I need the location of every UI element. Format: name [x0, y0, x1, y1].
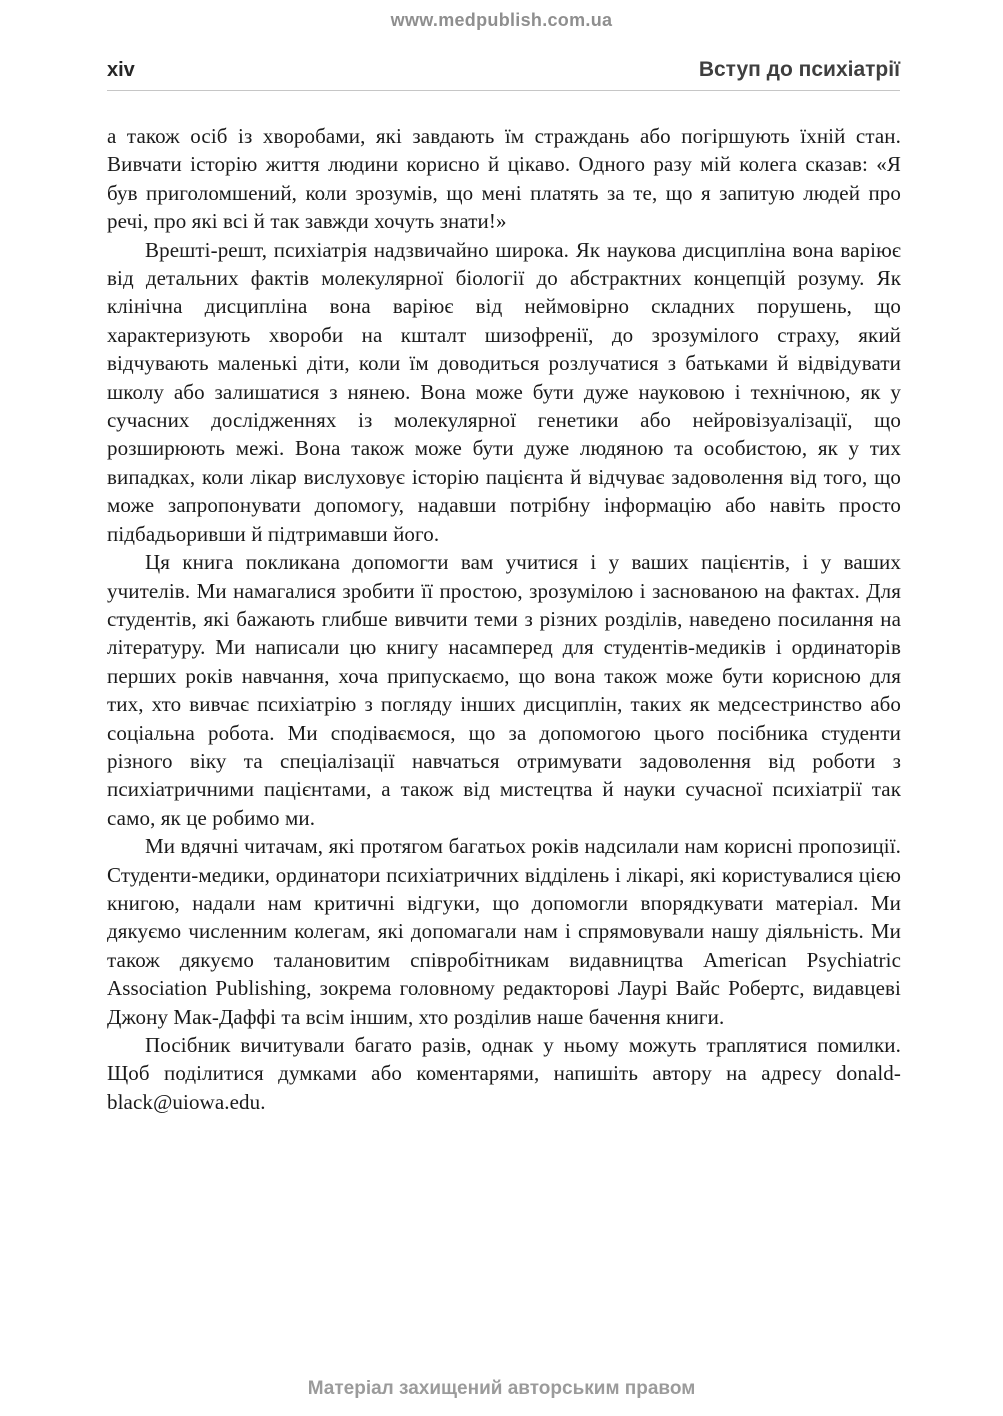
page-header — [107, 58, 900, 82]
paragraph-3: Ця книга покликана допомогти вам учитися і у ваших пацієнтів, і у ваших учителів. Ми намагалися зробити її простою, зрозумілою і заснованою на фактах. Для студентів, які бажають глибше вивчити теми з різних розділів, наведено посилання на літературу. Ми написали цю книгу насамперед для студентів-медиків і ординаторів перших років навчання, хоча припускаємо, що вона також може бути корисною для тих, хто вивчає психіатрію з погляду інших дисциплін, таких як медсестринство або соціальна робота. Ми сподіваємося, що за допомогою цього посібника студенти різного віку та спеціалізації навчаться отримувати задоволення від роботи з психіатричними пацієнтами, а також від мистецтва й науки сучасної психіатрії так само, як це робимо ми. — [107, 550, 901, 830]
paragraph-4: Ми вдячні читачам, які протягом багатьох років надсилали нам корисні пропозиції. Студенти-медики, ординатори психіатричних відділень і лікарі, які користувалися цією книгою, надали нам критичні відгуки, що допомогли впорядкувати матеріал. Ми дякуємо численним колегам, які допомагали нам і спрямовували нашу діяльність. Ми також дякуємо талановитим співробітникам видавництва American Psychiatric Association Publishing, зокрема головному редакторові Лаурі Вайс Робертс, видавцеві Джону Мак-Даффі та всім іншим, хто розділив наше бачення книги. — [107, 834, 901, 1029]
header-rule — [107, 90, 900, 91]
website-url: www.medpublish.com.ua — [390, 10, 613, 30]
page-number: xiv — [107, 59, 135, 81]
page-body — [107, 122, 901, 1116]
paragraph-2: Врешті-решт, психіатрія надзвичайно широка. Як наукова дисципліна вона варіює від детальних фактів молекулярної біології до абстрактних концепцій розуму. Як клінічна дисципліна вона варіює від неймовірно складних порушень, що характеризують хвороби на кшталт шизофренії, до зрозумілого страху, який відчувають маленькі діти, коли їм доводиться розлучатися з батьками й відвідувати школу або залишатися з нянею. Вона може бути дуже науковою і технічною, як у сучасних дослідженнях із молекулярної генетики або нейровізуалізації, що розширюють межі. Вона також може бути дуже людяною та особистою, як у тих випадках, коли лікар вислуховує історію пацієнта й відчуває задоволення від того, що може запропонувати допомогу, надавши потрібну інформацію або навіть просто підбадьоривши й підтримавши його. — [107, 237, 901, 546]
copyright-notice: Матеріал захищений авторським правом — [307, 1378, 696, 1399]
paragraph-1: а також осіб із хворобами, які завдають їм страждань або погіршують їхній стан. Вивчати історію життя людини корисно й цікаво. Одного разу мій колега сказав: «Я був приголомшений, коли зрозумів, що мені платять за те, що я запитую людей про речі, про які всі й так завжди хочуть знати!» — [107, 124, 901, 234]
running-title: Вступ до психіатрії — [698, 58, 900, 81]
paragraph-5: Посібник вичитували багато разів, однак у ньому можуть траплятися помилки. Щоб поділитися думками або коментарями, напишіть автору на адресу donald-black@uiowa.edu. — [107, 1033, 901, 1114]
